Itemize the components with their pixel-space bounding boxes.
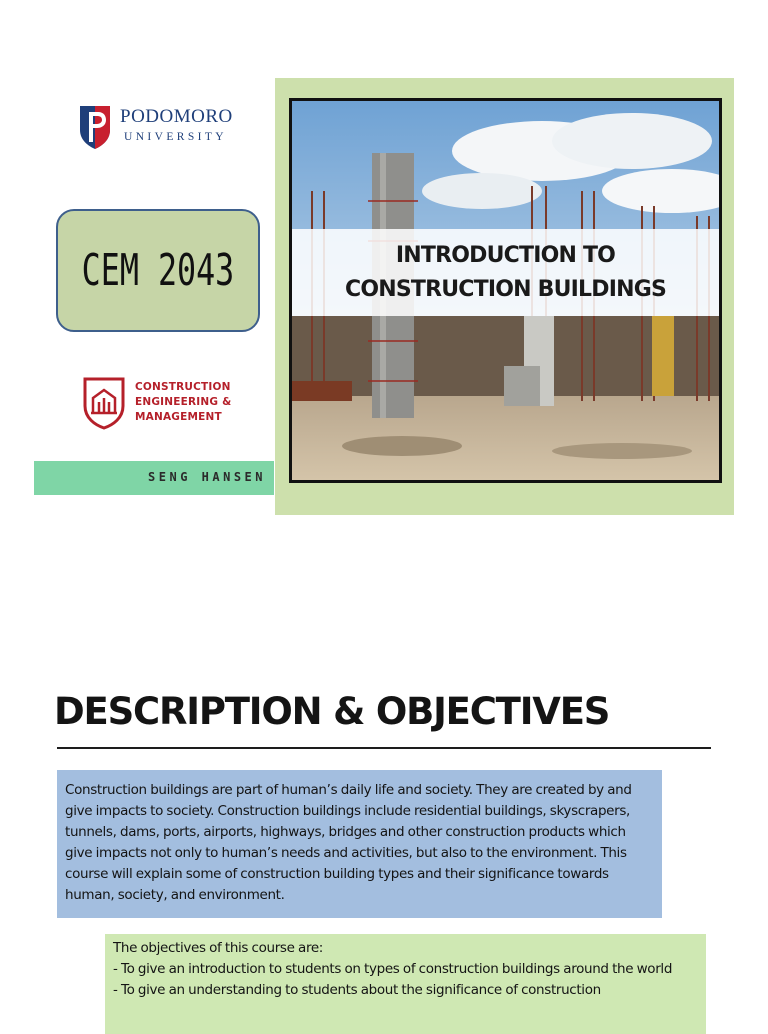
course-title-line-2: CONSTRUCTION BUILDINGS xyxy=(344,276,667,302)
course-code: CEM 2043 xyxy=(81,245,235,296)
course-title-band xyxy=(292,229,719,316)
objective-item: - To give an understanding to students about the significance of construction xyxy=(113,982,601,998)
university-shield-icon xyxy=(78,104,112,150)
description-text: Construction buildings are part of human’s daily life and society. They are created by and give impacts to society. Construction buildings include residential buildings, skyscrapers, tunnels, dams, ports, airports, highways, bridges and other construction products which give impacts not only to human’s needs and activities, but also to the environment. This course will explain some of construction building types and their significance towards human, society, and environment. xyxy=(65,782,632,903)
department-logo xyxy=(82,376,252,430)
cover-photo-panel xyxy=(275,78,734,515)
objectives-box xyxy=(105,934,706,1034)
course-title-line-1: INTRODUCTION TO xyxy=(395,242,616,268)
course-code-box xyxy=(56,209,260,332)
construction-site-photo xyxy=(289,98,722,483)
objective-item: - To give an introduction to students on types of construction buildings around the world xyxy=(113,961,673,977)
department-line-3: MANAGEMENT xyxy=(135,411,222,423)
description-box xyxy=(57,770,662,918)
author-bar xyxy=(34,461,274,495)
objectives-intro: The objectives of this course are: xyxy=(113,940,323,956)
author-name: SENG HANSEN xyxy=(148,470,266,484)
section-heading: DESCRIPTION & OBJECTIVES xyxy=(54,690,610,733)
department-line-1: CONSTRUCTION xyxy=(135,381,231,393)
department-line-2: ENGINEERING & xyxy=(135,396,232,408)
department-shield-icon xyxy=(82,376,126,430)
university-logo xyxy=(78,104,258,152)
heading-divider xyxy=(57,747,711,749)
university-name: PODOMORO xyxy=(120,106,233,127)
university-subtitle: UNIVERSITY xyxy=(124,131,227,143)
